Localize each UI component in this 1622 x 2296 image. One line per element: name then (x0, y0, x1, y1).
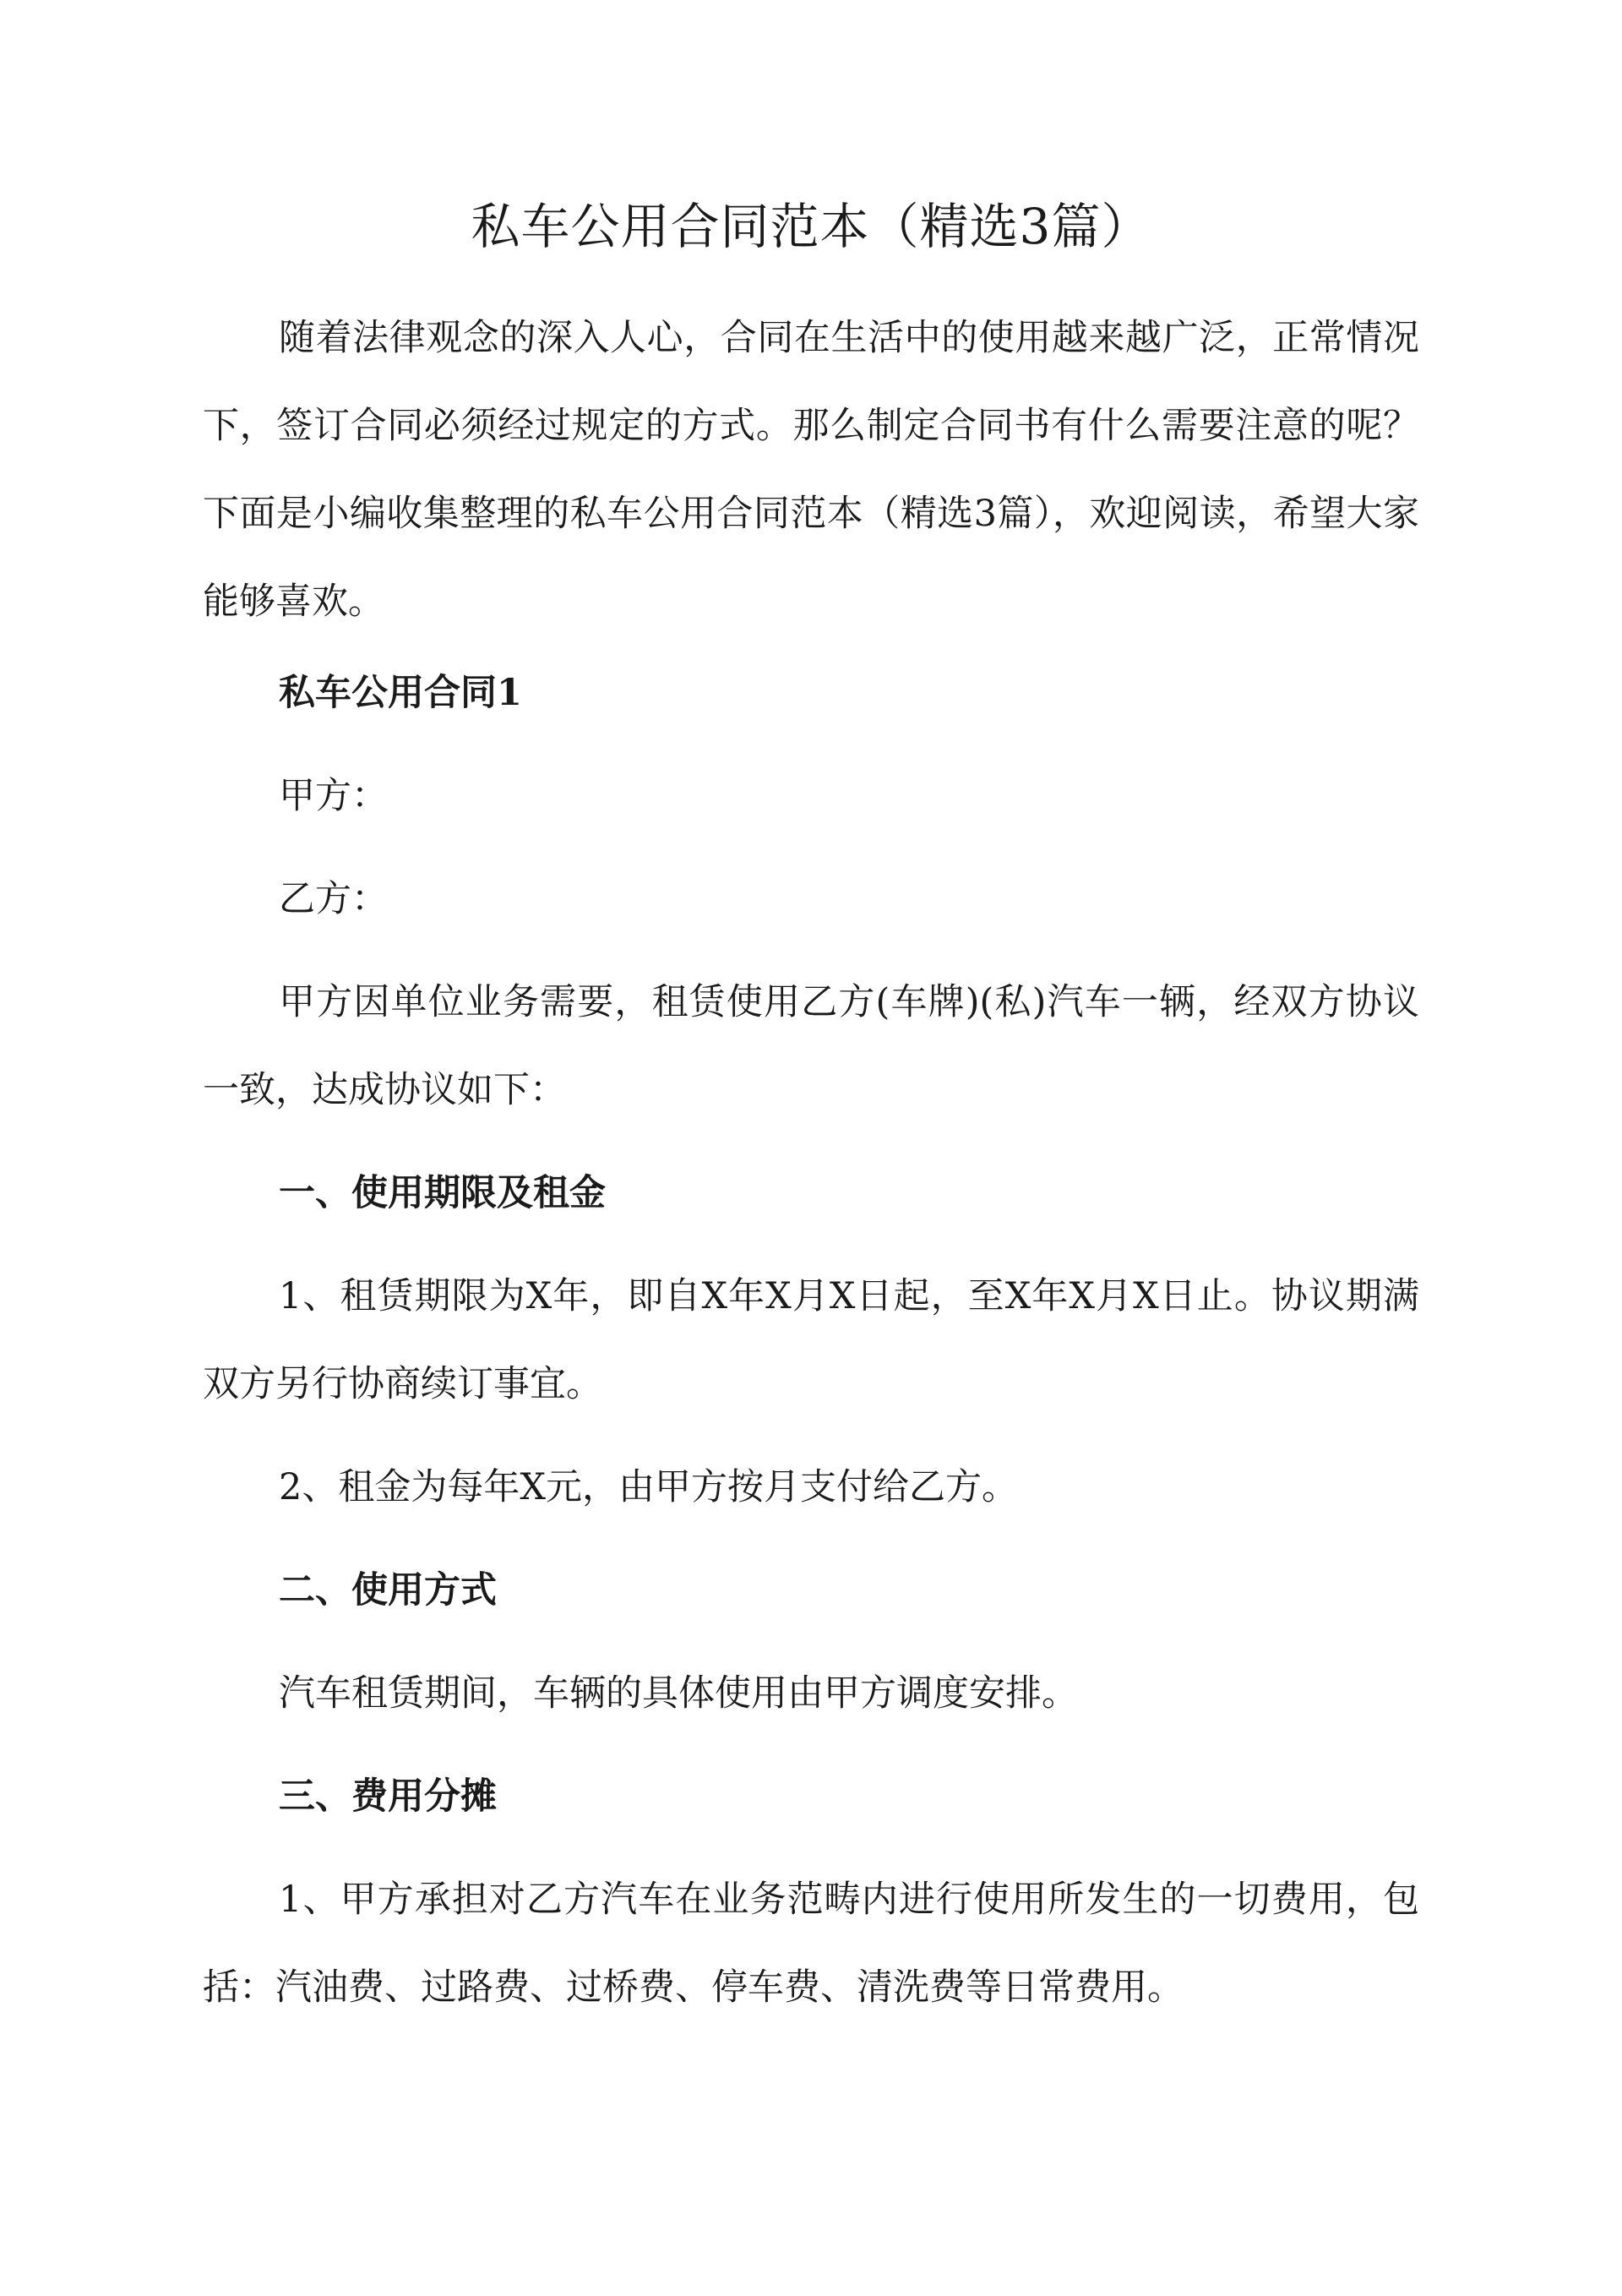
party-b-label: 乙方： (279, 878, 388, 920)
section-2-text: 汽车租赁期间，车辆的具体使用由甲方调度安排。 (279, 1672, 1078, 1715)
section-1-item-2: 2、租金为每年X元，由甲方按月支付给乙方。 (279, 1466, 1018, 1508)
preamble-paragraph: 甲方因单位业务需要，租赁使用乙方(车牌)(私)汽车一辆，经双方协议一致，达成协议如下： (203, 981, 1419, 1111)
document-title: 私车公用合同范本（精选3篇） (471, 198, 1151, 255)
section-3-heading: 三、费用分摊 (279, 1775, 497, 1818)
section-1-heading: 一、使用期限及租金 (279, 1172, 606, 1214)
party-a-label: 甲方： (279, 775, 388, 817)
intro-paragraph: 随着法律观念的深入人心，合同在生活中的使用越来越广泛，正常情况下，签订合同必须经过规定的方式。那么制定合同书有什么需要注意的呢？下面是小编收集整理的私车公用合同范本（精选3篇），欢迎阅读，希望大家能够喜欢。 (203, 317, 1419, 623)
section-1-item-1: 1、租赁期限为X年，即自X年X月X日起，至X年X月X日止。协议期满双方另行协商续订事宜。 (203, 1275, 1419, 1405)
contract-heading: 私车公用合同1 (279, 672, 522, 714)
section-3-item-1: 1、甲方承担对乙方汽车在业务范畴内进行使用所发生的一切费用，包括：汽油费、过路费、过桥费、停车费、清洗费等日常费用。 (203, 1879, 1419, 2009)
section-2-heading: 二、使用方式 (279, 1569, 497, 1612)
